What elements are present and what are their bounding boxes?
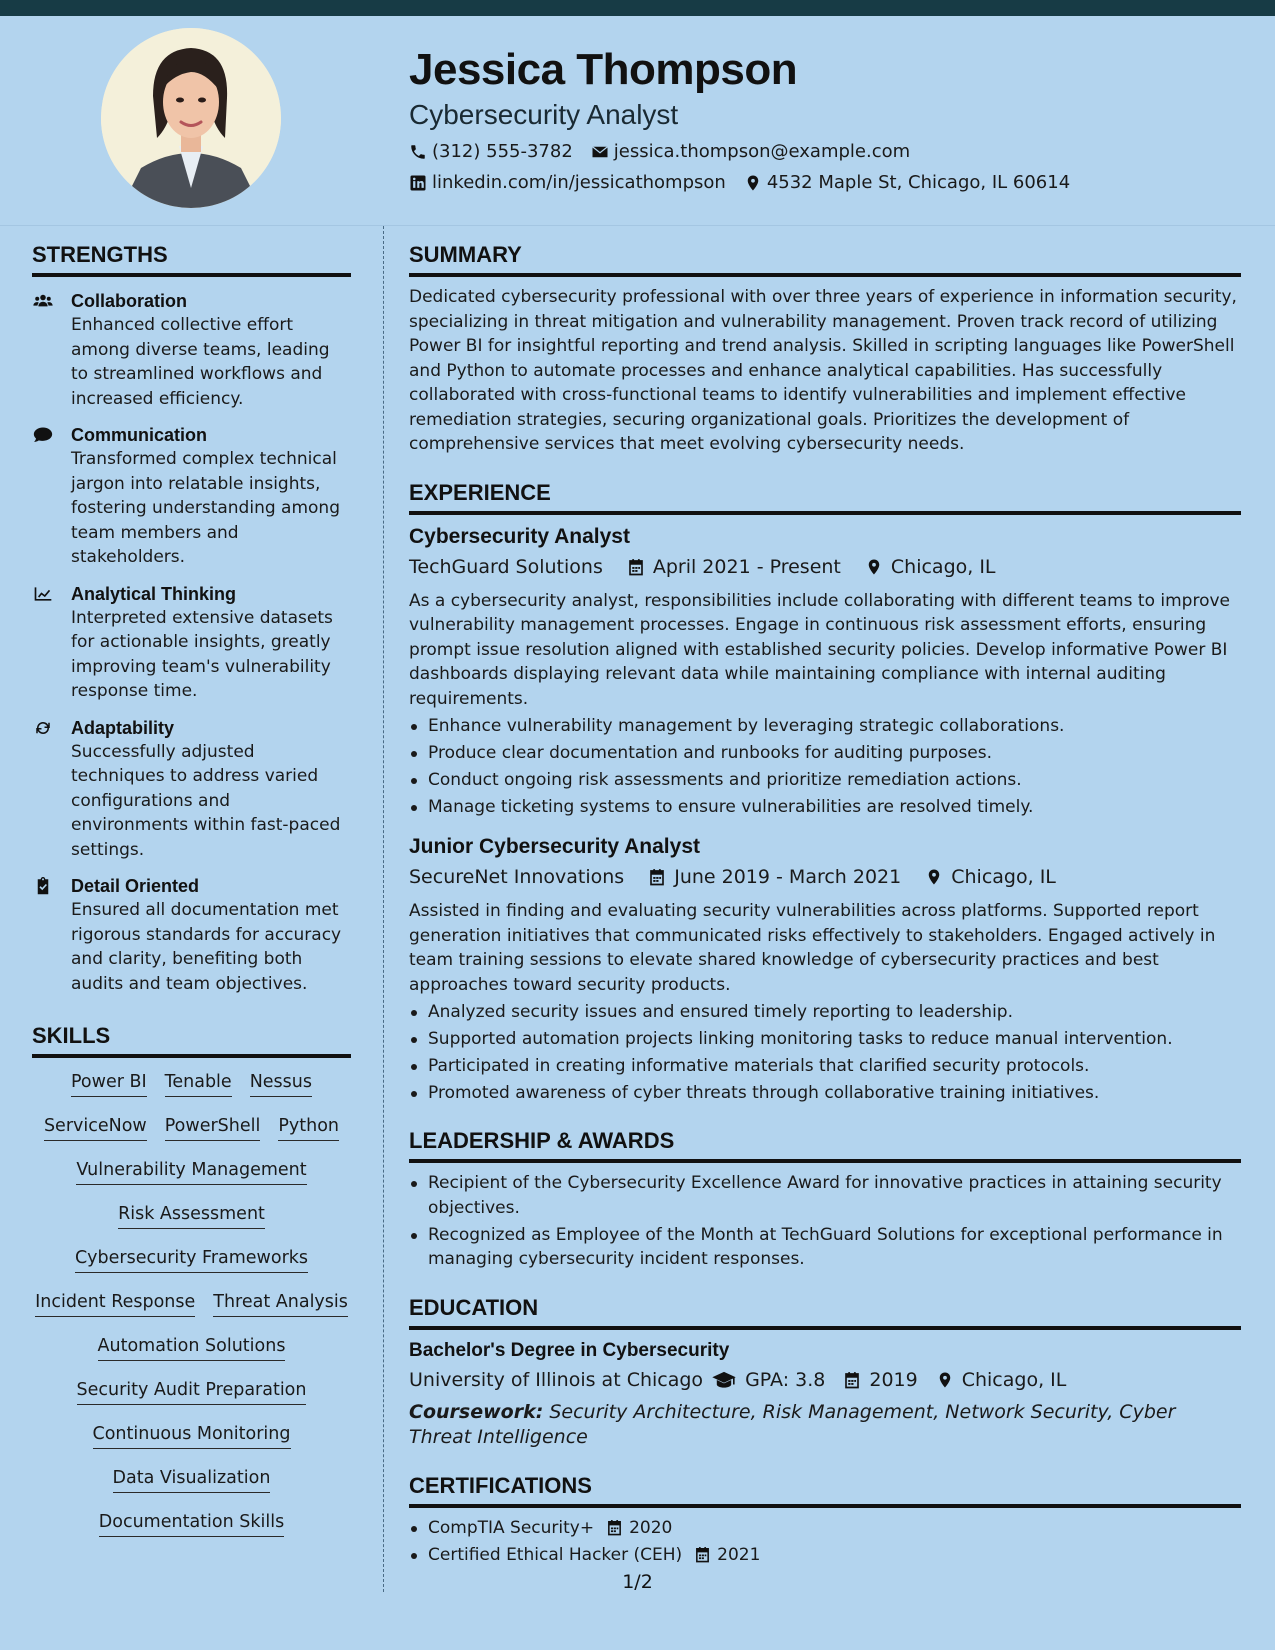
strength-item — [32, 716, 351, 863]
calendar-icon — [843, 1371, 861, 1389]
certifications-section — [409, 1472, 1241, 1568]
school-name: University of Illinois at Chicago — [409, 1368, 704, 1391]
list-item: Recognized as Employee of the Month at TechGuard Solutions for exceptional performance in managing cybersecurity incident responses. — [409, 1223, 1241, 1272]
map-marker-icon — [936, 1371, 954, 1389]
phone-icon — [409, 143, 427, 161]
strength-desc: Enhanced collective effort among diverse teams, leading to streamlined workflows and increased efficiency. — [71, 315, 330, 409]
job-location: Chicago, IL — [951, 866, 1056, 888]
job-entry — [409, 833, 1241, 1105]
skill-tag: Cybersecurity Frameworks — [75, 1246, 308, 1273]
job-role: Junior Cybersecurity Analyst — [409, 835, 700, 858]
job-dates: June 2019 - March 2021 — [674, 866, 902, 888]
strength-desc: Transformed complex technical jargon into relatable insights, fostering understanding among team members and stakeholders. — [71, 449, 340, 567]
linkedin-text[interactable]: linkedin.com/in/jessicathompson — [432, 172, 726, 193]
skill-tag: Risk Assessment — [118, 1202, 265, 1229]
page-number: 1/2 — [622, 1571, 653, 1593]
list-item: Enhance vulnerability management by leveraging strategic collaborations. — [409, 714, 1241, 739]
clipboard-check-icon — [32, 876, 54, 896]
job-location: Chicago, IL — [890, 555, 996, 578]
column-divider — [383, 226, 384, 1592]
job-meta — [409, 553, 1241, 581]
skill-tag: Documentation Skills — [99, 1510, 284, 1537]
summary-section — [409, 241, 1241, 457]
map-marker-icon — [744, 174, 762, 192]
strength-item — [32, 289, 351, 411]
list-item: Analyzed security issues and ensured timely reporting to leadership. — [409, 1000, 1241, 1025]
calendar-icon — [627, 558, 645, 576]
job-role: Cybersecurity Analyst — [409, 524, 630, 548]
skill-tag: PowerShell — [165, 1114, 261, 1141]
header-divider — [0, 225, 1275, 226]
email-contact[interactable] — [591, 140, 910, 164]
skill-tag: Automation Solutions — [98, 1334, 286, 1361]
certifications-heading: CERTIFICATIONS — [409, 1472, 1241, 1508]
job-description: As a cybersecurity analyst, responsibilities include collaborating with different teams to improve vulnerability management processes. Engage in continuous risk assessment efforts, ensuring prompt issue resolution aligned with established security policies. Develop informative Power BI dashboards displaying relevant data while maintaining compliance with internal auditing requirements. — [409, 590, 1230, 709]
users-icon — [32, 291, 54, 311]
gpa-text: GPA: 3.8 — [745, 1368, 826, 1391]
map-marker-icon — [925, 868, 943, 886]
map-marker-icon — [865, 558, 883, 576]
skill-tag: Tenable — [165, 1070, 232, 1097]
envelope-icon — [591, 143, 609, 161]
comment-icon — [32, 425, 54, 445]
line-chart-icon — [32, 584, 54, 604]
cert-name: Certified Ethical Hacker (CEH) — [428, 1544, 683, 1565]
skill-tag: Continuous Monitoring — [93, 1422, 291, 1449]
linkedin-contact[interactable] — [409, 171, 726, 195]
skill-tag: Incident Response — [35, 1290, 195, 1317]
summary-heading: SUMMARY — [409, 241, 1241, 277]
phone-text: (312) 555-3782 — [432, 141, 573, 162]
school-location: Chicago, IL — [961, 1368, 1067, 1391]
company-name: TechGuard Solutions — [409, 555, 603, 578]
list-item: Produce clear documentation and runbooks for auditing purposes. — [409, 741, 1241, 766]
strength-title: Adaptability — [71, 717, 175, 738]
strength-item — [32, 874, 351, 996]
strength-desc: Ensured all documentation met rigorous standards for accuracy and clarity, benefiting both audits and team objectives. — [71, 900, 342, 994]
job-entry — [409, 523, 1241, 820]
strength-title: Communication — [71, 425, 208, 445]
leadership-heading: LEADERSHIP & AWARDS — [409, 1127, 1241, 1163]
job-bullets — [409, 714, 1241, 820]
linkedin-icon — [409, 174, 427, 192]
contact-row-2 — [409, 171, 1249, 195]
education-heading: EDUCATION — [409, 1294, 1241, 1330]
skills-list — [32, 1070, 351, 1537]
list-item — [409, 1543, 1241, 1568]
strengths-heading: STRENGTHS — [32, 241, 351, 277]
calendar-icon — [694, 1546, 711, 1563]
leadership-list — [409, 1171, 1241, 1272]
strength-title: Analytical Thinking — [71, 583, 237, 604]
coursework-text: Security Architecture, Risk Management, Network Security, Cyber Threat Intelligence — [409, 1400, 1176, 1448]
strength-title: Collaboration — [71, 291, 187, 311]
coursework-label: Coursework: — [409, 1400, 544, 1423]
strength-desc: Interpreted extensive datasets for actionable insights, greatly improving team's vulnerability response time. — [71, 607, 333, 701]
address-contact — [744, 171, 1070, 195]
list-item: Manage ticketing systems to ensure vulnerabilities are resolved timely. — [409, 795, 1241, 820]
leadership-section — [409, 1127, 1241, 1272]
cert-year: 2021 — [717, 1544, 761, 1565]
graduation-cap-icon — [711, 1371, 737, 1389]
profile-photo — [101, 28, 281, 208]
coursework — [409, 1400, 1241, 1450]
portrait-illustration — [101, 28, 281, 208]
left-column — [32, 241, 351, 1537]
skill-tag: Threat Analysis — [213, 1290, 348, 1317]
resume-header — [409, 42, 1249, 195]
job-dates: April 2021 - Present — [652, 555, 841, 578]
skill-tag: ServiceNow — [44, 1114, 147, 1141]
list-item — [409, 1516, 1241, 1541]
job-bullets — [409, 1000, 1241, 1106]
skills-heading: SKILLS — [32, 1022, 351, 1058]
job-description: Assisted in finding and evaluating security vulnerabilities across platforms. Supported report generation initiatives that communicated risks effectively to stakeholders. Engaged actively in team training sessions to elevate shared knowledge of cybersecurity practices and best approaches toward security products. — [409, 901, 1216, 995]
sync-icon — [32, 718, 54, 738]
list-item: Supported automation projects linking monitoring tasks to reduce manual intervention. — [409, 1027, 1241, 1052]
job-meta — [409, 863, 1241, 891]
calendar-icon — [648, 868, 666, 886]
top-accent-bar — [0, 0, 1275, 16]
skill-tag: Nessus — [250, 1070, 312, 1097]
company-name: SecureNet Innovations — [409, 866, 625, 888]
experience-section — [409, 479, 1241, 1106]
certifications-list — [409, 1516, 1241, 1568]
skill-tag: Python — [278, 1114, 339, 1141]
right-column — [409, 241, 1241, 1589]
candidate-title: Cybersecurity Analyst — [409, 99, 679, 130]
summary-text: Dedicated cybersecurity professional with over three years of experience in information security, specializing in threat mitigation and vulnerability management. Proven track record of utilizing Power BI for insightful reporting and trend analysis. Skilled in scripting languages like PowerShell and Python to automate processes and enhance analytical capabilities. Has successfully collaborated with cross-functional teams to identify vulnerabilities and implement effective remediation strategies, securing organizational goals. Prioritizes the development of comprehensive services that meet evolving cybersecurity needs. — [409, 287, 1237, 454]
calendar-icon — [606, 1519, 623, 1536]
strength-item — [32, 582, 351, 704]
skill-tag: Vulnerability Management — [76, 1158, 306, 1185]
phone-contact — [409, 140, 573, 164]
degree-name: Bachelor's Degree in Cybersecurity — [409, 1339, 730, 1361]
education-meta — [409, 1366, 1241, 1394]
candidate-name: Jessica Thompson — [409, 45, 798, 94]
list-item: Conduct ongoing risk assessments and prioritize remediation actions. — [409, 768, 1241, 793]
graduation-year: 2019 — [869, 1368, 918, 1391]
strength-desc: Successfully adjusted techniques to address varied configurations and environments within fast-paced settings. — [71, 741, 341, 860]
skill-tag: Security Audit Preparation — [77, 1378, 307, 1405]
contact-row-1 — [409, 140, 1249, 164]
list-item: Participated in creating informative materials that clarified security protocols. — [409, 1054, 1241, 1079]
list-item: Recipient of the Cybersecurity Excellence Award for innovative practices in attaining security objectives. — [409, 1171, 1241, 1220]
address-text: 4532 Maple St, Chicago, IL 60614 — [766, 172, 1071, 193]
cert-name: CompTIA Security+ — [428, 1517, 595, 1538]
skill-tag: Power BI — [71, 1070, 147, 1097]
strength-title: Detail Oriented — [71, 876, 200, 896]
skill-tag: Data Visualization — [113, 1466, 271, 1493]
education-section — [409, 1294, 1241, 1450]
email-text[interactable]: jessica.thompson@example.com — [613, 141, 911, 162]
list-item: Promoted awareness of cyber threats through collaborative training initiatives. — [409, 1081, 1241, 1106]
strengths-list — [32, 289, 351, 996]
experience-heading: EXPERIENCE — [409, 479, 1241, 515]
strength-item — [32, 423, 351, 570]
cert-year: 2020 — [629, 1517, 673, 1538]
